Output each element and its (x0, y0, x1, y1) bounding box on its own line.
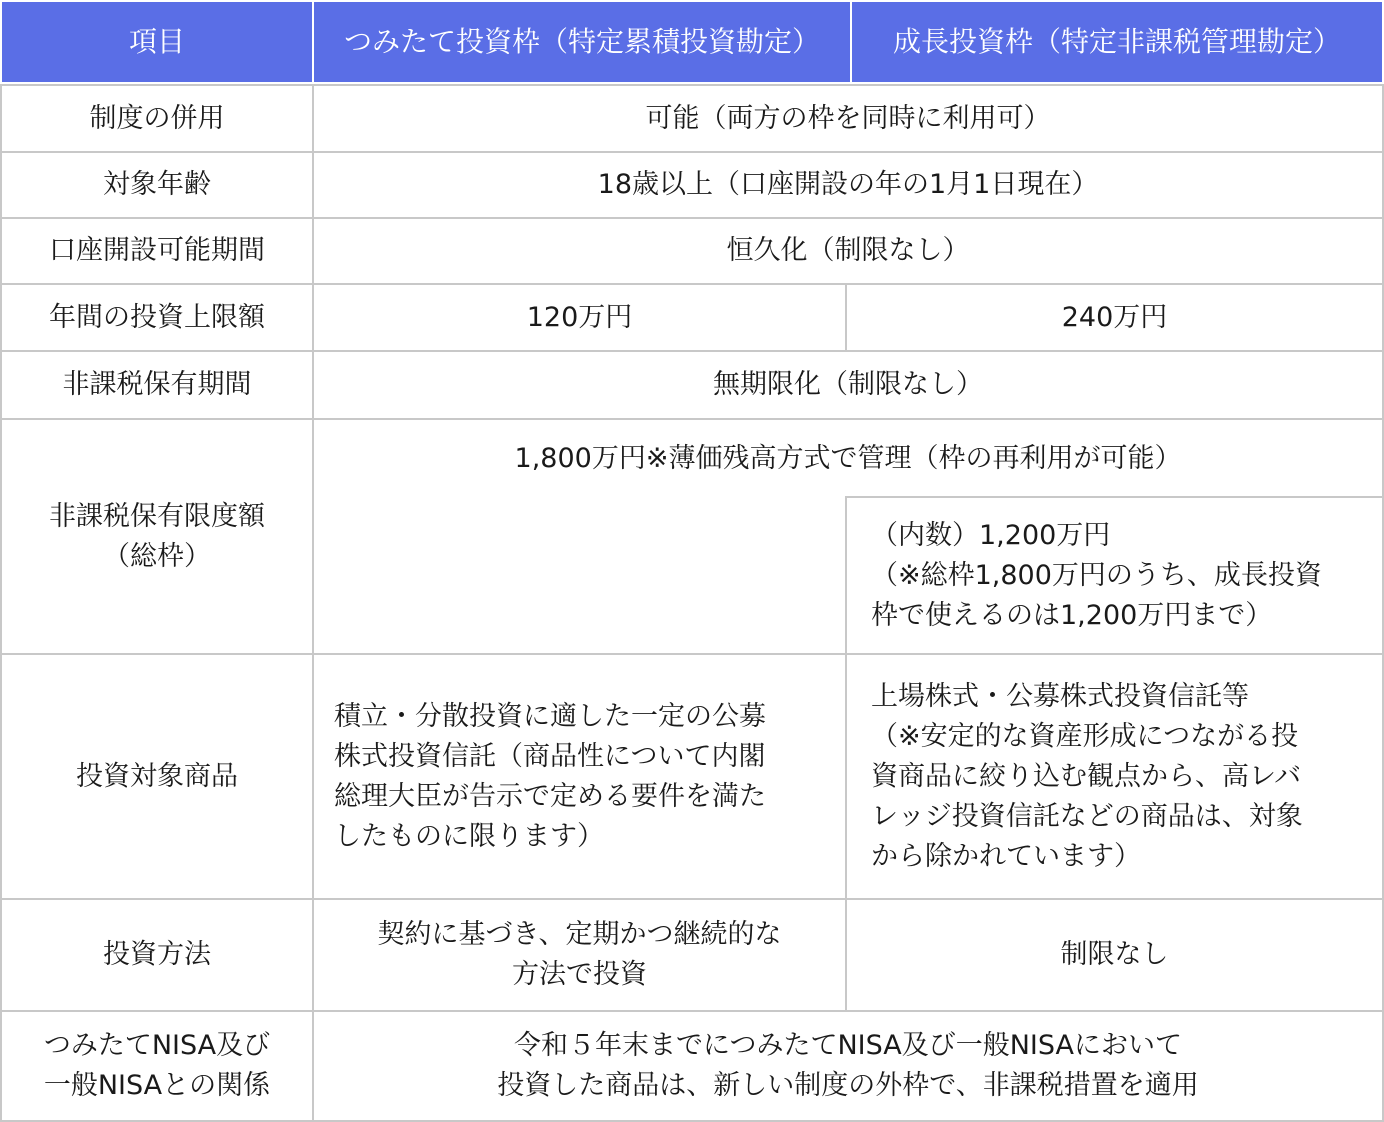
row-value-holding-limit-tsumitate-blank (312, 498, 847, 655)
row-value-investment-method-tsumitate: 契約に基づき、定期かつ継続的な 方法で投資 (312, 898, 847, 1012)
header-seicho: 成長投資枠（特定非課税管理勘定） (850, 0, 1384, 84)
row-label-holding-period: 非課税保有期間 (0, 350, 314, 420)
row-value-age: 18歳以上（口座開設の年の1月1日現在） (312, 151, 1384, 219)
row-value-annual-limit-seicho: 240万円 (845, 283, 1384, 352)
header-tsumitate: つみたて投資枠（特定累積投資勘定） (312, 0, 852, 84)
row-value-annual-limit-tsumitate: 120万円 (312, 283, 847, 352)
row-value-holding-limit-seicho: （内数）1,200万円 （※総枠1,800万円のうち、成長投資 枠で使えるのは1,200万円まで） (845, 496, 1384, 655)
row-label-investment-method: 投資方法 (0, 898, 314, 1012)
row-value-eligible-products-seicho: 上場株式・公募株式投資信託等 （※安定的な資産形成につながる投 資商品に絞り込む観点から、高レバ レッジ投資信託などの商品は、対象 から除かれています） (845, 653, 1384, 900)
row-value-holding-limit-total: 1,800万円※薄価残高方式で管理（枠の再利用が可能） (312, 418, 1384, 498)
row-value-relation-old-nisa: 令和５年末までにつみたてNISA及び一般NISAにおいて 投資した商品は、新しい制度の外枠で、非課税措置を適用 (312, 1010, 1384, 1122)
row-label-age: 対象年齢 (0, 151, 314, 219)
row-value-holding-period: 無期限化（制限なし） (312, 350, 1384, 420)
row-value-investment-method-seicho: 制限なし (845, 898, 1384, 1012)
row-value-account-period: 恒久化（制限なし） (312, 217, 1384, 285)
row-value-concurrent-use: 可能（両方の枠を同時に利用可） (312, 84, 1384, 153)
row-label-account-period: 口座開設可能期間 (0, 217, 314, 285)
row-value-eligible-products-tsumitate: 積立・分散投資に適した一定の公募 株式投資信託（商品性について内閣 総理大臣が告示で定める要件を満た したものに限ります） (312, 653, 847, 900)
row-label-relation-old-nisa: つみたてNISA及び 一般NISAとの関係 (0, 1010, 314, 1122)
row-label-holding-limit: 非課税保有限度額 （総枠） (0, 418, 314, 655)
row-label-eligible-products: 投資対象商品 (0, 653, 314, 900)
header-item: 項目 (0, 0, 314, 84)
row-label-annual-limit: 年間の投資上限額 (0, 283, 314, 352)
row-label-concurrent-use: 制度の併用 (0, 84, 314, 153)
